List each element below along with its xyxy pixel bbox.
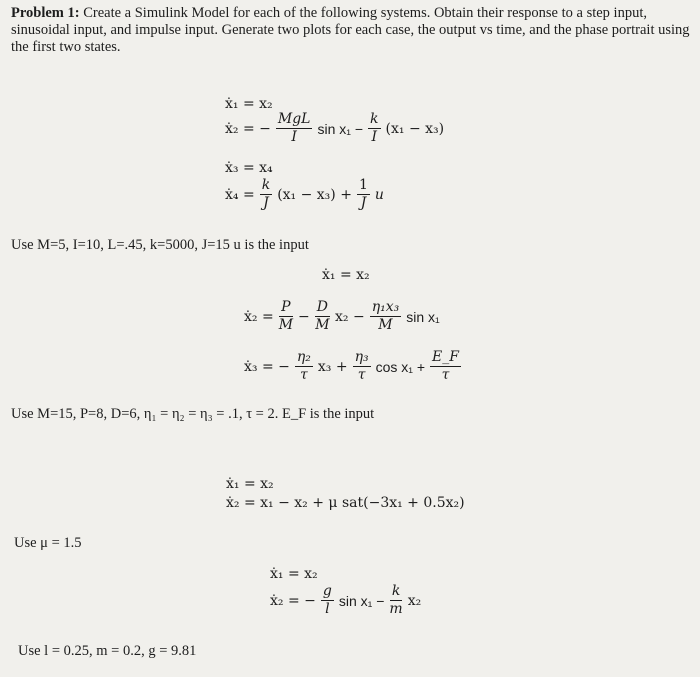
sys3-eq1-text: ẋ₁ = x₂ [226,476,274,492]
sys2-eq2-lhs: ẋ₂ = [244,308,274,325]
sys2-eq1-text: ẋ₁ = x₂ [322,267,370,283]
sys2-eq3-f3-num: E_F [432,349,459,365]
sys2-eq3-f3 [430,350,461,383]
sys2-eq3-f2-num: η₃ [354,349,369,365]
sys2-eq2-f1 [279,300,293,333]
sys4-eq2-f1-den: l [325,601,330,617]
sys4-eq2-f2-den: m [389,601,403,617]
sys4-params: Use l = 0.25, m = 0.2, g = 9.81 [18,643,197,659]
sys2-eq2-tail: sin x₁ [406,308,440,325]
sys2-eq2-mid: x₂ − [335,308,365,325]
sys1-eq3-text: ẋ₃ = x₄ [225,160,273,176]
sys1-eq4-frac1 [260,178,272,211]
sys2-eq2-f2-num: D [316,299,329,315]
sys1-params: Use M=5, I=10, L=.45, k=5000, J=15 u is the input [11,237,309,253]
sys4-eq2-f2-num: k [391,583,401,599]
sys2-eq3-mid1: x₃ + [317,358,348,375]
sys1-eq2-frac2 [368,112,380,145]
sys1-eq4-frac2-num: 1 [358,177,368,193]
sys2-eq2-f2 [315,300,330,333]
problem-label: Problem 1: [11,5,80,21]
sys1-eq4-frac1-den: J [263,195,269,211]
sys2-eq2-f1-den: M [278,317,294,333]
sys4-eq1-text: ẋ₁ = x₂ [270,566,318,582]
sys2-eq3-lhs: ẋ₃ = − [244,358,290,375]
sys1-eq2-frac1-den: I [291,129,297,145]
sys2-eq3-f2 [353,350,371,383]
sys1-eq4-frac1-num: k [261,177,271,193]
sys2-eq2-f3-num: η₁x₃ [371,299,400,315]
sys1-eq2-tail: (x₁ − x₃) [385,120,445,137]
sys1-eq4-frac2 [357,178,370,211]
sys2-eq2-f3-den: M [378,317,393,333]
sys1-eq2-mid: sin x₁ − [317,120,364,137]
sys4-eq2-lhs: ẋ₂ = − [270,592,316,609]
problem-text: Create a Simulink Model for each of the following systems. Obtain their response to a step input, sinusoidal input, and impulse input. Generate two plots for each case, the output vs time, and the phase portrait using the first two states. [11,5,690,55]
sys2-eq3-f1-den: τ [300,367,308,383]
sys4-eq2-f1 [321,584,334,617]
sys3-eq1 [226,476,274,492]
sys3-params: Use μ = 1.5 [14,535,82,551]
sys1-eq2 [225,112,444,145]
sys1-eq3 [225,160,273,176]
sys3-eq2-text: ẋ₂ = x₁ − x₂ + μ sat(−3x₁ + 0.5x₂) [226,495,465,511]
sys1-eq2-frac1-num: MgL [277,111,311,127]
sys3-eq2 [226,495,465,511]
sys1-eq4-frac2-den: J [360,195,367,211]
sys2-eq2-f3 [370,300,402,333]
sys1-eq2-lhs: ẋ₂ = − [225,120,271,137]
sys1-eq2-frac2-den: I [371,129,378,145]
sys1-eq2-frac1 [276,112,313,145]
sys4-eq2-tail: x₂ [407,592,422,609]
sys2-eq2-f1-num: P [281,299,291,315]
sys4-eq1 [270,566,318,582]
sys1-eq4-tail: u [374,186,384,203]
sys1-eq1-text: ẋ₁ = x₂ [225,96,273,112]
sys4-eq2 [270,584,421,617]
sys2-eq2 [244,300,440,333]
sys1-eq4-mid: (x₁ − x₃) + [277,186,352,203]
sys1-eq4 [225,178,384,211]
sys1-eq4-lhs: ẋ₄ = [225,186,255,203]
sys2-eq3-f1 [295,350,313,383]
sys2-eq3-mid2: cos x₁ + [375,358,426,375]
sys4-eq2-f2 [389,584,402,617]
sys2-eq3-f3-den: τ [441,367,450,383]
sys1-eq2-frac2-num: k [370,111,379,127]
sys2-eq3-f1-num: η₂ [296,349,311,365]
sys2-eq1 [322,267,370,283]
sys1-eq1 [225,96,273,112]
sys2-eq3-f2-den: τ [357,367,366,383]
sys2-params: Use M=15, P=8, D=6, η₁ = η₂ = η₃ = .1, τ = 2. E_F is the input [11,406,375,422]
sys4-eq2-mid: sin x₁ − [338,592,385,609]
sys2-eq2-op1: − [298,308,310,325]
sys2-eq2-f2-den: M [315,317,330,333]
problem-intro [11,5,696,56]
sys4-eq2-f1-num: g [322,583,332,599]
sys2-eq3 [244,350,463,383]
